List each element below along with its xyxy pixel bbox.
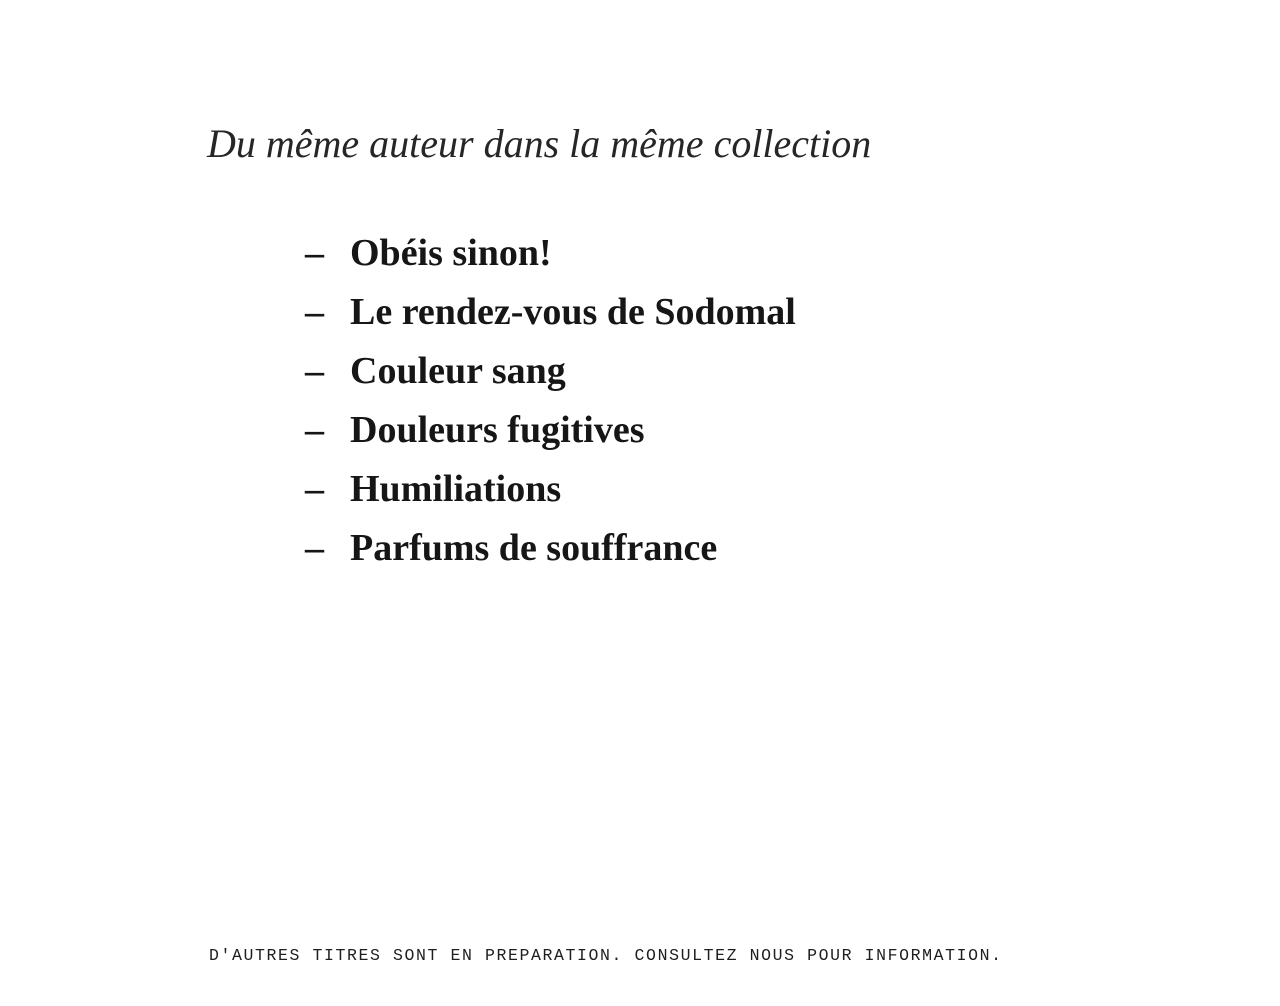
title-item-6 [305,519,796,578]
collection-heading: Du même auteur dans la même collection [207,121,872,166]
list-dash: – [305,232,324,274]
title-text: Le rendez-vous de Sodomal [350,291,796,333]
list-dash: – [305,291,324,333]
footer-note: D'AUTRES TITRES SONT EN PREPARATION. CONSULTEZ NOUS POUR INFORMATION. [209,946,1003,965]
list-dash: – [305,468,324,510]
title-item-1 [305,224,796,283]
list-dash: – [305,409,324,451]
title-item-5 [305,460,796,519]
title-text: Humiliations [350,468,562,510]
title-text: Douleurs fugitives [350,409,645,451]
list-dash: – [305,527,324,569]
title-list [305,224,796,578]
title-text: Couleur sang [350,350,566,392]
title-text: Obéis sinon! [350,232,552,274]
title-item-3 [305,342,796,401]
title-item-4 [305,401,796,460]
list-dash: – [305,350,324,392]
title-text: Parfums de souffrance [350,527,718,569]
title-item-2 [305,283,796,342]
